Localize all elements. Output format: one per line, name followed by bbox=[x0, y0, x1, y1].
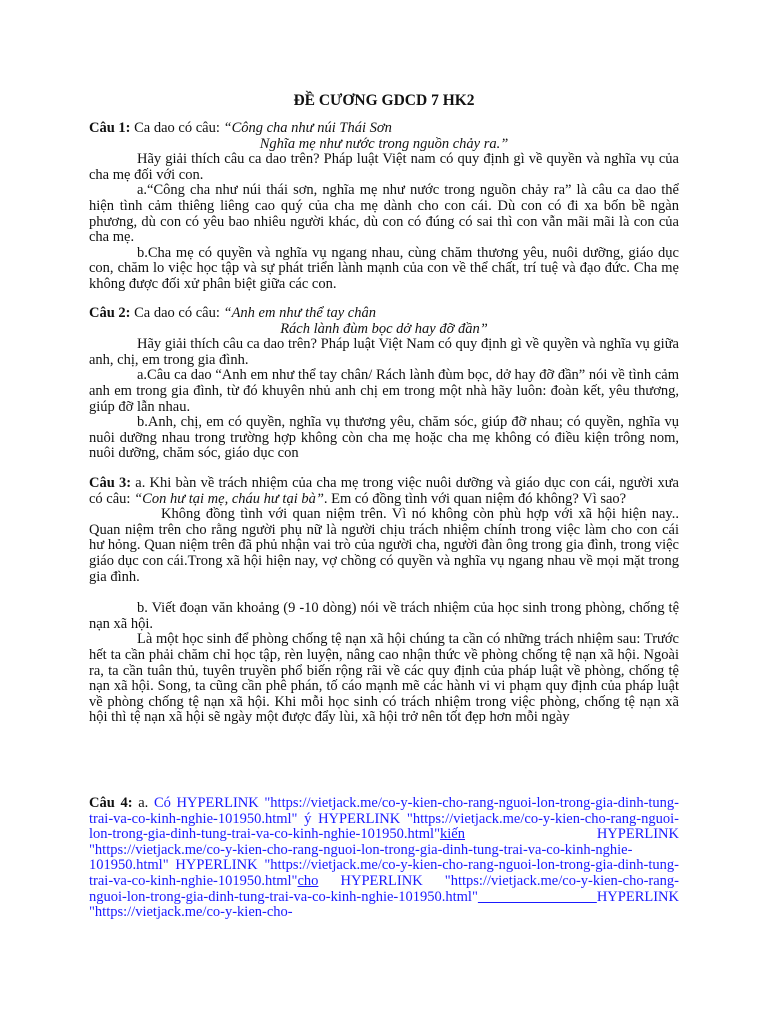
question-2-prompt: Hãy giải thích câu ca dao trên? Pháp luật Việt Nam có quy định gì về quyền và nghĩa vụ giữa anh, chị, em trong gia đình. bbox=[89, 336, 679, 368]
question-1 bbox=[89, 121, 679, 293]
question-4-label: Câu 4: bbox=[89, 795, 133, 811]
hyperlink-field-2[interactable]: HYPERLINK "https://vietjack.me/co-y-kien-cho-rang-nguoi-lon-trong-gia-dinh-tung-trai-va-co-kinh-nghie-101950.html" HYPERLINK "https://vietjack.me/co-y-kien-cho-rang-nguoi-lon-trong-gia-dinh-tung-trai-va-co-kinh-nghie-101950.html" bbox=[89, 826, 679, 889]
question-1-verse-2: Nghĩa mẹ như nước trong nguồn chảy ra.” bbox=[259, 135, 509, 152]
question-2 bbox=[89, 306, 679, 462]
document-title: ĐỀ CƯƠNG GDCD 7 HK2 bbox=[293, 92, 475, 109]
hyperlink-field-3[interactable]: HYPERLINK "https://vietjack.me/co-y-kien-cho-rang-nguoi-lon-trong-gia-dinh-tung-trai-va-co-kinh-nghie-101950.html" bbox=[89, 872, 679, 905]
question-2-intro: Ca dao có câu: bbox=[130, 305, 224, 321]
question-3-label: Câu 3: bbox=[89, 475, 132, 491]
hyperlink-field-4[interactable]: HYPERLINK "https://vietjack.me/co-y-kien-cho- bbox=[89, 888, 679, 921]
question-1-answer-a: a.“Công cha như núi thái sơn, nghĩa mẹ như nước trong nguồn chảy ra” là câu ca dao thể hiện tình cảm thiêng liêng cao quý của cha mẹ dành cho con cái. Dù con có đi xa bốn bề ngàn phương, dù con có yêu bao nhiêu người khác, dù con có đúng có sai thì con vẫn mãi mãi là con của cha mẹ. bbox=[89, 182, 679, 246]
question-1-intro: Ca dao có câu: bbox=[130, 120, 224, 136]
question-3-intro: a. Khi bàn về trách nhiệm của cha mẹ trong việc nuôi dưỡng và giáo dục con cái, người xưa có câu: bbox=[89, 475, 679, 507]
question-3 bbox=[89, 476, 679, 726]
question-1-prompt: Hãy giải thích câu ca dao trên? Pháp luật Việt nam có quy định gì về quyền và nghĩa vụ của cha mẹ đối với con. bbox=[89, 151, 679, 183]
hyperlink-word-kien[interactable]: kiến bbox=[440, 826, 465, 843]
question-3-prompt-b: b. Viết đoạn văn khoảng (9 -10 dòng) nói về trách nhiệm của học sinh trong phòng, chống tệ nạn xã hội. bbox=[89, 600, 679, 632]
question-3-intro-end: . Em có đồng tình với quan niệm đó không? Vì sao? bbox=[323, 490, 627, 507]
question-2-answer-a: a.Câu ca dao “Anh em như thể tay chân/ Rách lành đùm bọc, dở hay đỡ đần” nói về tình cảm anh em trong gia đình, từ đó khuyên nhủ anh chị em trong một nhà hãy luôn: đoàn kết, yêu thương, giúp đỡ lẫn nhau. bbox=[89, 367, 679, 415]
question-2-verse-2: Rách lành đùm bọc dở hay đỡ đần” bbox=[280, 320, 488, 337]
hyperlink-word-blank[interactable] bbox=[478, 889, 597, 905]
hyperlink-word-cho[interactable]: cho bbox=[297, 872, 319, 889]
question-3-quote: “Con hư tại mẹ, cháu hư tại bà” bbox=[134, 490, 324, 507]
question-3-answer-a: Không đồng tình với quan niệm trên. Vì nó không còn phù hợp với xã hội hiện nay.. Quan niệm trên cho rằng người phụ nữ là người chịu trách nhiệm chính trong việc làm cho con cái hư hỏng. Quan niệm trên đã phủ nhận vai trò của người cha, người đàn ông trong gia đình, trong việc giáo dục con cái.Trong xã hội hiện nay, vợ chồng có quyền và nghĩa vụ ngang nhau về mọi mặt trong gia đình. bbox=[89, 506, 679, 585]
hyperlink-field-1[interactable]: Có HYPERLINK "https://vietjack.me/co-y-kien-cho-rang-nguoi-lon-trong-gia-dinh-tung-trai-va-co-kinh-nghie-101950.html" ý HYPERLINK "https://vietjack.me/co-y-kien-cho-rang-nguoi-lon-trong-gia-dinh-tung-trai-va-co-kinh-nghie-101950.html" bbox=[89, 795, 679, 843]
question-2-verse-1: “Anh em như thể tay chân bbox=[223, 305, 376, 321]
question-4 bbox=[89, 796, 679, 921]
question-4-part-a: a. bbox=[132, 795, 154, 811]
question-2-answer-b: b.Anh, chị, em có quyền, nghĩa vụ thương yêu, chăm sóc, giúp đỡ nhau; có quyền, nghĩa vụ nuôi dưỡng nhau trong trường hợp không còn cha mẹ hoặc cha mẹ không có điều kiện trông nom, nuôi dưỡng, chăm sóc, giáo dục con bbox=[89, 414, 679, 462]
question-1-label: Câu 1: bbox=[89, 120, 131, 136]
question-1-answer-b: b.Cha mẹ có quyền và nghĩa vụ ngang nhau, cùng chăm thương yêu, nuôi dưỡng, giáo dục con, chăm lo việc học tập và sự phát triển lành mạnh của con về thể chất, trí tuệ và đạo đức. Cha mẹ không được đối xử phân biệt giữa các con. bbox=[89, 244, 679, 292]
question-3-answer-b: Là một học sinh để phòng chống tệ nạn xã hội chúng ta cần có những trách nhiệm sau: Trước hết ta cần phải chăm chỉ học tập, rèn luyện, nâng cao nhận thức về phòng chống tệ nạn xã hội. Ngoài ra, ta cần tuân thủ, tuyên truyền phổ biến rộng rãi về các quy định của pháp luật về phòng, chống tệ nạn xã hội. Song, ta cũng cần phê phán, tố cáo mạnh mẽ các hành vi vi phạm quy định của pháp luật về phòng chống tệ nạn xã hội. Khi mỗi học sinh có trách nhiệm trong việc phòng, chống tệ nạn xã hội thì tệ nạn xã hội sẽ ngày một được đẩy lùi, xã hội trở nên tốt đẹp hơn mỗi ngày bbox=[89, 631, 679, 726]
question-2-label: Câu 2: bbox=[89, 305, 131, 321]
question-1-verse-1: “Công cha như núi Thái Sơn bbox=[223, 120, 392, 136]
